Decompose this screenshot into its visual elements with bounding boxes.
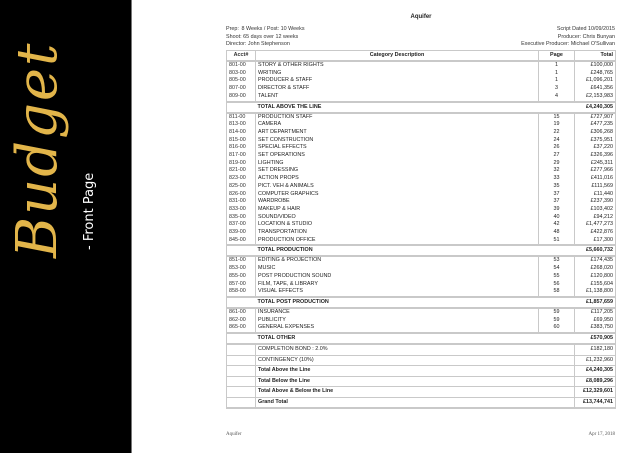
side-title bbox=[5, 0, 97, 258]
subtotal-row bbox=[227, 333, 616, 344]
table-row bbox=[227, 85, 616, 93]
table-header bbox=[227, 51, 616, 62]
category-description: SET CONSTRUCTION bbox=[256, 137, 539, 145]
line-total: £11,440 bbox=[575, 191, 616, 199]
account-number: 809-00 bbox=[227, 93, 256, 102]
page-number: 53 bbox=[539, 256, 575, 265]
account-number: 837-00 bbox=[227, 221, 256, 229]
page-number: 33 bbox=[539, 175, 575, 183]
summary-label: Total Below the Line bbox=[256, 376, 575, 387]
subtotal-label: TOTAL POST PRODUCTION bbox=[256, 297, 539, 308]
subtotal-label: TOTAL OTHER bbox=[256, 333, 539, 344]
category-description: MUSIC bbox=[256, 265, 539, 273]
subtotal-spacer bbox=[227, 297, 256, 308]
page-number: 24 bbox=[539, 137, 575, 145]
line-total: £111,569 bbox=[575, 183, 616, 191]
line-total: £245,311 bbox=[575, 160, 616, 168]
header-page: Page bbox=[539, 51, 575, 62]
page-number: 60 bbox=[539, 324, 575, 333]
line-total: £1,477,273 bbox=[575, 221, 616, 229]
line-total: £94,212 bbox=[575, 214, 616, 222]
line-total: £37,220 bbox=[575, 144, 616, 152]
budget-table bbox=[226, 50, 616, 409]
category-description: PRODUCTION STAFF bbox=[256, 113, 539, 122]
page-number: 15 bbox=[539, 113, 575, 122]
table-row bbox=[227, 288, 616, 297]
page-number: 59 bbox=[539, 308, 575, 317]
account-number: 831-00 bbox=[227, 198, 256, 206]
account-number: 835-00 bbox=[227, 214, 256, 222]
footer-date: Apr 17, 2018 bbox=[588, 432, 615, 437]
line-total: £17,300 bbox=[575, 237, 616, 246]
meta-label: Director: bbox=[226, 41, 247, 48]
line-total: £103,402 bbox=[575, 206, 616, 214]
account-number: 839-00 bbox=[227, 229, 256, 237]
category-description: ACTION PROPS bbox=[256, 175, 539, 183]
category-description: WARDROBE bbox=[256, 198, 539, 206]
account-number: 858-00 bbox=[227, 288, 256, 297]
table-row bbox=[227, 183, 616, 191]
page-number: 19 bbox=[539, 121, 575, 129]
line-total: £117,205 bbox=[575, 308, 616, 317]
summary-row bbox=[227, 376, 616, 387]
category-description: ART DEPARTMENT bbox=[256, 129, 539, 137]
category-description: VISUAL EFFECTS bbox=[256, 288, 539, 297]
page-number: 4 bbox=[539, 93, 575, 102]
table-row bbox=[227, 137, 616, 145]
account-number: 811-00 bbox=[227, 113, 256, 122]
account-number: 813-00 bbox=[227, 121, 256, 129]
line-total: £237,390 bbox=[575, 198, 616, 206]
meta-value: 8 Weeks / Post: 10 Weeks bbox=[241, 26, 305, 32]
meta-label: Shoot: bbox=[226, 33, 242, 40]
line-total: £326,396 bbox=[575, 152, 616, 160]
line-total: £120,800 bbox=[575, 273, 616, 281]
summary-label: COMPLETION BOND : 2.0% bbox=[256, 344, 575, 355]
summary-label: Total Above & Below the Line bbox=[256, 387, 575, 398]
table-row bbox=[227, 191, 616, 199]
table-row bbox=[227, 214, 616, 222]
summary-label: Grand Total bbox=[256, 397, 575, 408]
category-description: MAKEUP & HAIR bbox=[256, 206, 539, 214]
summary-row bbox=[227, 344, 616, 355]
summary-row bbox=[227, 355, 616, 366]
subtotal-label: TOTAL ABOVE THE LINE bbox=[256, 102, 539, 113]
meta-producer: Producer: Chris Bunyan bbox=[557, 33, 615, 40]
subtotal-spacer bbox=[539, 333, 575, 344]
account-number: 825-00 bbox=[227, 183, 256, 191]
line-total: £1,138,800 bbox=[575, 288, 616, 297]
budget-body bbox=[227, 61, 616, 408]
page-number: 48 bbox=[539, 229, 575, 237]
side-subtitle-front-page: - Front Page bbox=[82, 172, 97, 250]
table-row bbox=[227, 237, 616, 246]
summary-label: Total Above the Line bbox=[256, 366, 575, 377]
category-description: TRANSPORTATION bbox=[256, 229, 539, 237]
table-row bbox=[227, 70, 616, 78]
summary-row bbox=[227, 397, 616, 408]
line-total: £2,153,983 bbox=[575, 93, 616, 102]
page-number: 42 bbox=[539, 221, 575, 229]
line-total: £411,016 bbox=[575, 175, 616, 183]
side-panel bbox=[0, 0, 132, 453]
meta-prep bbox=[226, 26, 305, 34]
line-total: £155,604 bbox=[575, 281, 616, 289]
table-row bbox=[227, 281, 616, 289]
account-number: 814-00 bbox=[227, 129, 256, 137]
page-number: 27 bbox=[539, 152, 575, 160]
summary-value: £4,240,305 bbox=[575, 366, 616, 377]
account-number: 803-00 bbox=[227, 70, 256, 78]
table-row bbox=[227, 198, 616, 206]
page-number: 40 bbox=[539, 214, 575, 222]
subtotal-spacer bbox=[539, 102, 575, 113]
summary-spacer bbox=[227, 344, 256, 355]
table-row bbox=[227, 265, 616, 273]
category-description: LOCATION & STUDIO bbox=[256, 221, 539, 229]
summary-value: £12,329,601 bbox=[575, 387, 616, 398]
table-row bbox=[227, 144, 616, 152]
subtotal-row bbox=[227, 245, 616, 256]
table-row bbox=[227, 308, 616, 317]
account-number: 819-00 bbox=[227, 160, 256, 168]
account-number: 853-00 bbox=[227, 265, 256, 273]
line-total: £174,435 bbox=[575, 256, 616, 265]
table-row bbox=[227, 229, 616, 237]
account-number: 816-00 bbox=[227, 144, 256, 152]
account-number: 861-00 bbox=[227, 308, 256, 317]
page-number: 1 bbox=[539, 61, 575, 70]
summary-value: £1,232,960 bbox=[575, 355, 616, 366]
meta-shoot bbox=[226, 34, 305, 42]
header-description: Category Description bbox=[256, 51, 539, 62]
table-row bbox=[227, 129, 616, 137]
table-row bbox=[227, 61, 616, 70]
page-number: 55 bbox=[539, 273, 575, 281]
page-number: 1 bbox=[539, 77, 575, 85]
page-number: 56 bbox=[539, 281, 575, 289]
category-description: DIRECTOR & STAFF bbox=[256, 85, 539, 93]
category-description: SOUND/VIDEO bbox=[256, 214, 539, 222]
category-description: INSURANCE bbox=[256, 308, 539, 317]
subtotal-value: £570,905 bbox=[575, 333, 616, 344]
subtotal-row bbox=[227, 102, 616, 113]
table-row bbox=[227, 175, 616, 183]
page-number: 37 bbox=[539, 198, 575, 206]
meta-label: Prep: bbox=[226, 26, 239, 32]
line-total: £375,951 bbox=[575, 137, 616, 145]
subtotal-row bbox=[227, 297, 616, 308]
category-description: PUBLICITY bbox=[256, 317, 539, 325]
table-row bbox=[227, 256, 616, 265]
page-number: 59 bbox=[539, 317, 575, 325]
summary-spacer bbox=[227, 376, 256, 387]
account-number: 801-00 bbox=[227, 61, 256, 70]
account-number: 862-00 bbox=[227, 317, 256, 325]
category-description: CAMERA bbox=[256, 121, 539, 129]
summary-label: CONTINGENCY (10%) bbox=[256, 355, 575, 366]
line-total: £1,096,201 bbox=[575, 77, 616, 85]
subtotal-value: £1,857,659 bbox=[575, 297, 616, 308]
account-number: 807-00 bbox=[227, 85, 256, 93]
category-description: PRODUCTION OFFICE bbox=[256, 237, 539, 246]
table-row bbox=[227, 317, 616, 325]
category-description: STORY & OTHER RIGHTS bbox=[256, 61, 539, 70]
account-number: 833-00 bbox=[227, 206, 256, 214]
meta-value: John Stephenson bbox=[247, 41, 290, 48]
account-number: 865-00 bbox=[227, 324, 256, 333]
category-description: SET OPERATIONS bbox=[256, 152, 539, 160]
account-number: 826-00 bbox=[227, 191, 256, 199]
category-description: EDITING & PROJECTION bbox=[256, 256, 539, 265]
account-number: 855-00 bbox=[227, 273, 256, 281]
category-description: COMPUTER GRAPHICS bbox=[256, 191, 539, 199]
meta-right bbox=[521, 26, 615, 49]
line-total: £277,966 bbox=[575, 167, 616, 175]
subtotal-value: £4,240,305 bbox=[575, 102, 616, 113]
account-number: 851-00 bbox=[227, 256, 256, 265]
page-number: 39 bbox=[539, 206, 575, 214]
account-number: 845-00 bbox=[227, 237, 256, 246]
account-number: 857-00 bbox=[227, 281, 256, 289]
subtotal-value: £5,660,732 bbox=[575, 245, 616, 256]
line-total: £383,750 bbox=[575, 324, 616, 333]
table-row bbox=[227, 93, 616, 102]
footer-left: Aquifer bbox=[226, 432, 242, 437]
table-row bbox=[227, 221, 616, 229]
account-number: 823-00 bbox=[227, 175, 256, 183]
page-number: 35 bbox=[539, 183, 575, 191]
meta-left bbox=[226, 26, 305, 49]
meta-director bbox=[226, 41, 305, 49]
summary-value: £8,089,296 bbox=[575, 376, 616, 387]
summary-spacer bbox=[227, 355, 256, 366]
summary-value: £182,180 bbox=[575, 344, 616, 355]
summary-spacer bbox=[227, 366, 256, 377]
line-total: £422,876 bbox=[575, 229, 616, 237]
table-row bbox=[227, 273, 616, 281]
page-number: 22 bbox=[539, 129, 575, 137]
subtotal-spacer bbox=[227, 102, 256, 113]
page-number: 29 bbox=[539, 160, 575, 168]
line-total: £268,020 bbox=[575, 265, 616, 273]
subtotal-spacer bbox=[227, 333, 256, 344]
meta-value: 65 days over 12 weeks bbox=[243, 33, 299, 40]
meta-executive-producer: Executive Producer: Michael O'Sullivan bbox=[521, 41, 615, 48]
category-description: FILM, TAPE, & LIBRARY bbox=[256, 281, 539, 289]
table-row bbox=[227, 121, 616, 129]
page-number: 26 bbox=[539, 144, 575, 152]
line-total: £306,268 bbox=[575, 129, 616, 137]
category-description: PICT. VEH & ANIMALS bbox=[256, 183, 539, 191]
table-row bbox=[227, 152, 616, 160]
header-acct: Acct# bbox=[227, 51, 256, 62]
subtotal-spacer bbox=[539, 297, 575, 308]
side-title-budget: Budget bbox=[5, 41, 70, 258]
line-total: £100,000 bbox=[575, 61, 616, 70]
summary-value: £13,744,741 bbox=[575, 397, 616, 408]
account-number: 815-00 bbox=[227, 137, 256, 145]
table-row bbox=[227, 160, 616, 168]
subtotal-spacer bbox=[227, 245, 256, 256]
category-description: SPECIAL EFFECTS bbox=[256, 144, 539, 152]
table-row bbox=[227, 324, 616, 333]
document-title: Aquifer bbox=[410, 14, 432, 20]
page-number: 1 bbox=[539, 70, 575, 78]
subtotal-spacer bbox=[539, 245, 575, 256]
line-total: £248,765 bbox=[575, 70, 616, 78]
page-number: 54 bbox=[539, 265, 575, 273]
page-number: 51 bbox=[539, 237, 575, 246]
line-total: £477,235 bbox=[575, 121, 616, 129]
table-row bbox=[227, 113, 616, 122]
summary-row bbox=[227, 366, 616, 377]
category-description: PRODUCER & STAFF bbox=[256, 77, 539, 85]
line-total: £727,907 bbox=[575, 113, 616, 122]
category-description: GENERAL EXPENSES bbox=[256, 324, 539, 333]
category-description: LIGHTING bbox=[256, 160, 539, 168]
page-number: 37 bbox=[539, 191, 575, 199]
category-description: TALENT bbox=[256, 93, 539, 102]
category-description: SET DRESSING bbox=[256, 167, 539, 175]
account-number: 805-00 bbox=[227, 77, 256, 85]
category-description: POST PRODUCTION SOUND bbox=[256, 273, 539, 281]
summary-spacer bbox=[227, 387, 256, 398]
line-total: £641,356 bbox=[575, 85, 616, 93]
account-number: 817-00 bbox=[227, 152, 256, 160]
table-row bbox=[227, 167, 616, 175]
table-row bbox=[227, 206, 616, 214]
category-description: WRITING bbox=[256, 70, 539, 78]
subtotal-label: TOTAL PRODUCTION bbox=[256, 245, 539, 256]
page-number: 58 bbox=[539, 288, 575, 297]
page-number: 32 bbox=[539, 167, 575, 175]
meta-script-dated: Script Dated 10/09/2015 bbox=[556, 26, 615, 32]
table-row bbox=[227, 77, 616, 85]
page-number: 3 bbox=[539, 85, 575, 93]
line-total: £69,950 bbox=[575, 317, 616, 325]
account-number: 821-00 bbox=[227, 167, 256, 175]
summary-spacer bbox=[227, 397, 256, 408]
header-total: Total bbox=[575, 51, 616, 62]
summary-row bbox=[227, 387, 616, 398]
